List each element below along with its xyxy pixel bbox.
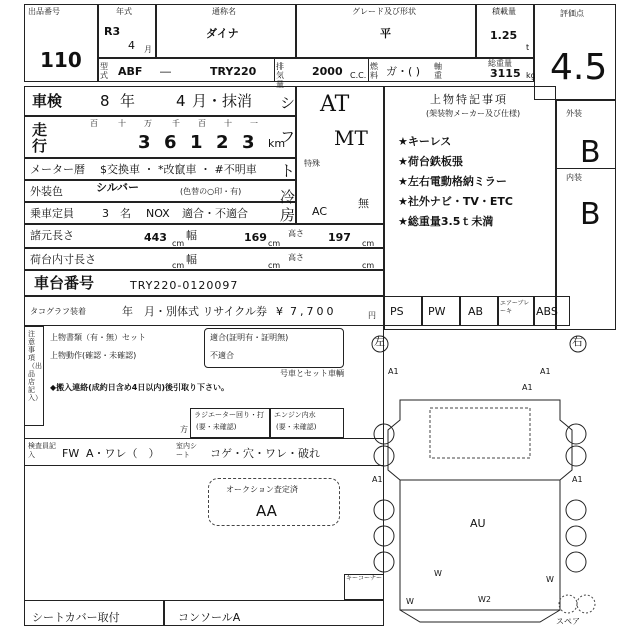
fw-label: FW (62, 447, 80, 460)
rear-bumper (400, 610, 560, 622)
mileage-label: 走行 (32, 121, 48, 155)
dimensions-label: 諸元長さ (30, 229, 74, 242)
yen-mark: ¥ (276, 305, 283, 318)
nox-label: NOX (146, 207, 170, 220)
spare-wheel-icon (577, 595, 595, 613)
cab-outline (388, 400, 572, 480)
set-label: 号車とセット車輌 (280, 369, 344, 378)
inspection-year: 8 (100, 92, 110, 110)
tacho-label: タコグラフ装着 (30, 307, 86, 316)
exterior-row (24, 180, 296, 202)
direction-label: 方 (180, 425, 188, 434)
feature-item: ★左右電動格納ミラー (398, 175, 507, 188)
lot-label: 出品番号 (28, 7, 60, 16)
load-value: 1.25 (490, 29, 518, 42)
year-label: 年式 (116, 7, 132, 16)
lot-number: 110 (40, 48, 82, 72)
dimensions-length: 443 (144, 231, 167, 244)
dimensions-height: 197 (328, 231, 351, 244)
feature-item: ★総重量3.5ｔ未満 (398, 215, 494, 228)
damage-mark: W (434, 569, 442, 578)
dimensions-height-label: 高さ (288, 229, 304, 238)
shift-char: ト (280, 162, 296, 180)
capacity-value: 3 (102, 207, 109, 220)
divider (556, 168, 616, 169)
mileage-digit: 3 (138, 132, 151, 153)
year-month-suffix: 月 (144, 45, 152, 54)
dimensions-width-label: 幅 (186, 229, 197, 242)
features-subtitle: (架装物メーカー及び仕様) (426, 109, 521, 118)
damage-mark: AU (470, 517, 486, 530)
spare-label: スペア (556, 617, 580, 626)
damage-mark: W2 (478, 595, 491, 604)
wheel-icon (566, 500, 586, 520)
shift-mt: MT (334, 126, 368, 150)
meter-label: メーター暦 (30, 163, 85, 176)
wheel-icon (374, 446, 394, 466)
operation-label: 上物動作(確認・未確認) (50, 351, 137, 360)
aircon-value: AC (312, 205, 328, 218)
aircon-char: 冷 (280, 188, 296, 206)
damage-mark: A1 (522, 383, 533, 392)
bottom-note-right: コンソールA (178, 611, 241, 624)
stamp-value: AA (256, 502, 277, 520)
aircon-char: 房 (280, 206, 296, 224)
vehicle-diagram (360, 330, 640, 640)
feature-item: ★社外ナビ・TV・ETC (398, 195, 513, 208)
model-code: TRY220 (210, 65, 257, 78)
mileage-digit: 1 (190, 132, 203, 153)
digit-header: 百 (90, 119, 98, 128)
badge-ps-label: PS (390, 305, 404, 318)
nox-options: 適合・不適合 (182, 207, 248, 220)
badge-ab-label: AB (468, 305, 484, 318)
damage-mark: A1 (540, 367, 551, 376)
fuel-options: ガ・( ) (386, 65, 421, 78)
feature-item: ★荷台鉄板張 (398, 155, 463, 168)
warning-text: ◆搬入連絡(成約日含め4日以内)後引取り下さい。 (50, 383, 230, 392)
shift-char: シ (280, 94, 296, 112)
docs-options: 適合(証明有・証明無) (210, 333, 289, 342)
grade-label: グレード及び形状 (352, 7, 416, 16)
car-name: ダイナ (206, 27, 239, 40)
wheel-icon (374, 552, 394, 572)
engine-label: エンジン内水 (274, 411, 316, 419)
recycle-amount: 7,700 (290, 305, 337, 318)
wheel-icon (374, 526, 394, 546)
docs-unfit: 不適合 (210, 351, 234, 360)
damage-mark: W (546, 575, 554, 584)
damage-mark: W (406, 597, 414, 606)
unit-cm: cm (172, 239, 185, 248)
inspection-month-suffix: 月・抹消 (192, 92, 253, 110)
wheel-icon (374, 424, 394, 444)
inspection-month: 4 (176, 92, 186, 110)
features-frame (384, 86, 556, 330)
model-dash: ― (160, 65, 171, 78)
load-unit: t (526, 43, 530, 52)
displacement: 2000 (312, 65, 343, 78)
load-label: 積載量 (492, 7, 516, 16)
yen-unit: 円 (368, 311, 376, 320)
interior-grade-label: 内装 (566, 173, 582, 182)
damage-mark: A1 (372, 475, 383, 484)
damage-mark: A1 (572, 475, 583, 484)
exterior-color: シルバー (96, 181, 139, 194)
wheel-icon (374, 500, 394, 520)
left-marker: 左 (374, 335, 385, 348)
damage-mark: A1 (388, 367, 399, 376)
total-weight: 3115 (490, 67, 521, 80)
dimensions-width: 169 (244, 231, 267, 244)
inspection-label: 車検 (32, 92, 63, 110)
cc-unit: C.C. (350, 71, 367, 80)
weight-label: 総重量 (488, 59, 512, 68)
divider (274, 58, 275, 82)
aircon-none: 無 (358, 197, 369, 210)
grade-value: 平 (380, 27, 391, 40)
right-marker-circle (570, 336, 586, 352)
right-marker: 右 (572, 335, 583, 348)
key-corner-label: キーコーナー (346, 575, 383, 582)
digit-header: 十 (224, 119, 232, 128)
exterior-grade-label: 外装 (566, 109, 582, 118)
digit-header: 万 (144, 119, 152, 128)
year-era: R3 (104, 25, 121, 38)
badge-abs-label: ABS (536, 305, 558, 318)
recycle-text: 年 月・別体式 リサイクル券 (122, 305, 267, 318)
wheel-icon (566, 526, 586, 546)
engine-sub: (要・未確認) (276, 423, 317, 431)
interior-seat-label: 室内シート (176, 442, 197, 459)
car-name-label: 通称名 (212, 7, 236, 16)
digit-header: 百 (198, 119, 206, 128)
wheel-icon (566, 424, 586, 444)
exterior-grade: B (580, 135, 601, 170)
color-change: (色替の○印・有) (180, 187, 242, 196)
wheel-icon (566, 552, 586, 572)
digit-header: 十 (118, 119, 126, 128)
chassis-number: TRY220-0120097 (130, 279, 239, 292)
capacity-label: 乗車定員 (30, 207, 74, 220)
unit-cm: cm (268, 239, 281, 248)
capacity-unit: 名 (120, 207, 131, 220)
chassis-label: 車台番号 (34, 274, 95, 292)
stamp-title: オークション査定済 (226, 485, 298, 494)
unit-cm: cm (268, 261, 281, 270)
shift-at: AT (320, 92, 350, 117)
cargo-width-label: 幅 (186, 253, 197, 266)
shift-char: フ (280, 128, 296, 146)
unit-cm: cm (362, 239, 375, 248)
docs-label: 上物書類（有・無）セット (50, 333, 146, 342)
notes-side-label: 注意事項（出品店記入） (28, 330, 42, 402)
windshield (430, 408, 530, 458)
type-label: 型式 (100, 62, 108, 80)
bottom-note-left: シートカバー取付 (32, 611, 120, 624)
engine-code: ABF (118, 65, 143, 78)
badge-airbrake-label: エアーブレーキ (500, 300, 530, 315)
fw-value: A・ワレ（ ） (86, 447, 160, 460)
left-marker-circle (372, 336, 388, 352)
radiator-sub: (要・未確認) (196, 423, 237, 431)
inspection-row (24, 86, 296, 116)
axle-label: 軸重 (434, 62, 442, 80)
kg-unit: kg (526, 71, 536, 80)
inspector-label: 検査員記入 (28, 442, 56, 459)
mileage-digit: 2 (216, 132, 229, 153)
wheel-icon (566, 446, 586, 466)
score-label: 評価点 (560, 9, 584, 18)
exterior-label: 外装色 (30, 185, 63, 198)
badge-pw-label: PW (428, 305, 446, 318)
interior-seat-value: コゲ・穴・ワレ・破れ (210, 447, 320, 460)
mileage-digit: 3 (242, 132, 255, 153)
cargo-height-label: 高さ (288, 253, 304, 262)
unit-cm: cm (172, 261, 185, 270)
meter-options: $交換車 ・ *改竄車 ・ #不明車 (100, 163, 257, 176)
inspection-year-suffix: 年 (120, 92, 136, 110)
displacement-label: 排気量 (276, 62, 284, 89)
score-value: 4.5 (550, 47, 608, 88)
feature-item: ★キーレス (398, 135, 452, 148)
cargo-label: 荷台内寸長さ (30, 253, 96, 266)
year-month: 4 (128, 39, 135, 52)
spare-wheel-icon (559, 595, 577, 613)
divider (368, 58, 369, 82)
digit-header: 一 (250, 119, 258, 128)
mileage-digit: 6 (164, 132, 177, 153)
unit-cm: cm (362, 261, 375, 270)
mileage-unit: km (268, 137, 286, 150)
fuel-label: 燃料 (370, 62, 378, 80)
digit-header: 千 (172, 119, 180, 128)
special-label: 特殊 (304, 159, 320, 168)
features-title: 上物特記事項 (430, 93, 508, 106)
interior-grade: B (580, 197, 601, 232)
cargo-bed (400, 480, 560, 610)
radiator-label: ラジエーター回り・打 (194, 411, 264, 419)
